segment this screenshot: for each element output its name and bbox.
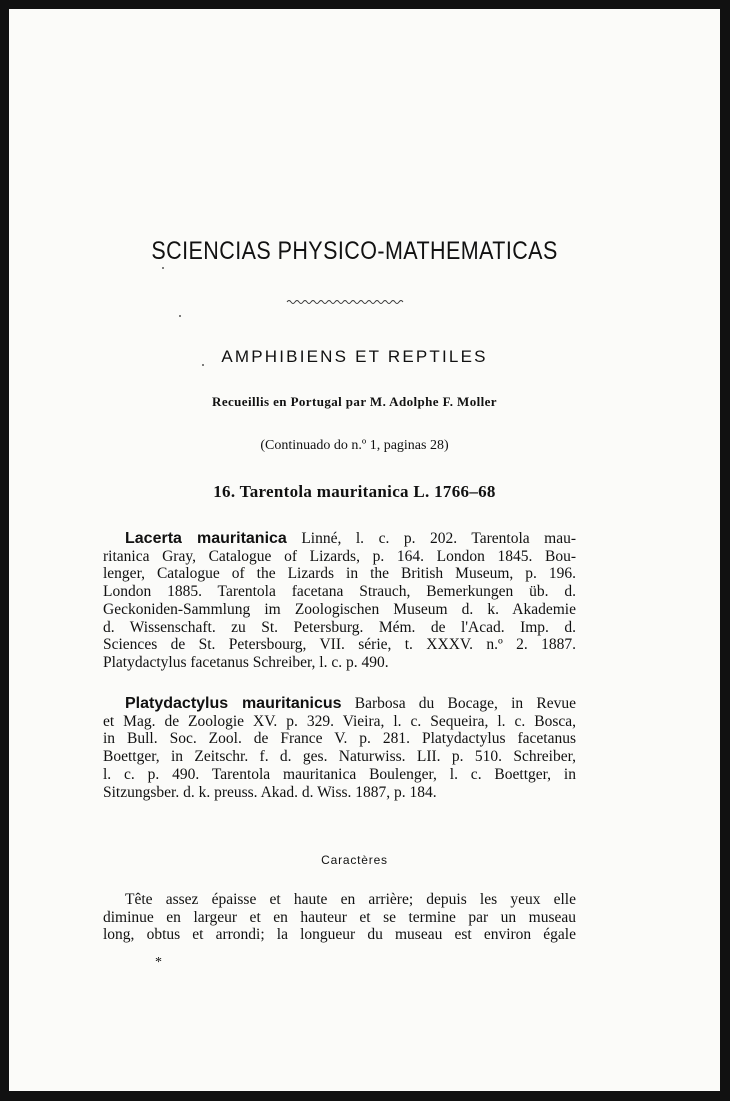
synonymy-paragraph-2 bbox=[103, 695, 576, 801]
text-line bbox=[103, 695, 576, 713]
footnote-mark: * bbox=[155, 955, 162, 970]
continuation-note: (Continuado do n.º 1, paginas 28) bbox=[260, 438, 449, 453]
text-line: London 1885. Tarentola facetana Strauch, Bemerkungen üb. d. bbox=[103, 583, 576, 601]
print-speck bbox=[179, 315, 181, 317]
text-line: Sitzungsber. d. k. preuss. Akad. d. Wiss. 1887, p. 184. bbox=[103, 783, 437, 801]
text-line bbox=[103, 530, 576, 548]
text-line-fragment: Barbosa du Bocage, in Revue bbox=[341, 695, 576, 712]
document-page bbox=[9, 9, 720, 1091]
characters-heading: Caractères bbox=[321, 853, 388, 867]
section-title: SCIENCIAS PHYSICO-MATHEMATICAS bbox=[151, 237, 558, 265]
characters-paragraph bbox=[103, 891, 576, 944]
text-line: Geckoniden-Sammlung im Zoologischen Museum d. k. Akademie bbox=[103, 600, 576, 618]
print-speck bbox=[202, 364, 204, 366]
taxon-name: Platydactylus mauritanicus bbox=[125, 695, 342, 712]
article-title: AMPHIBIENS ET REPTILES bbox=[221, 347, 488, 366]
scan-border-right bbox=[720, 0, 730, 1101]
species-heading: 16. Tarentola mauritanica L. 1766–68 bbox=[213, 482, 496, 501]
text-line-fragment: Linné, l. c. p. 202. Tarentola mau- bbox=[286, 530, 576, 547]
text-line: lenger, Catalogue of the Lizards in the British Museum, p. 196. bbox=[103, 565, 576, 583]
text-line: Tête assez épaisse et haute en arrière; depuis les yeux elle bbox=[125, 891, 576, 908]
text-line: Boettger, in Zeitschr. f. d. ges. Naturwiss. LII. p. 510. Schreiber, bbox=[103, 748, 576, 766]
text-line: l. c. p. 490. Tarentola mauritanica Boulenger, l. c. Boettger, in bbox=[103, 765, 576, 783]
scan-border-top bbox=[0, 0, 730, 9]
text-line: long, obtus et arrondi; la longueur du museau est environ égale bbox=[103, 926, 576, 944]
scan-border-left bbox=[0, 0, 9, 1101]
text-line: ritanica Gray, Catalogue of Lizards, p. 164. London 1845. Bou- bbox=[103, 547, 576, 565]
wavy-rule-ornament bbox=[285, 297, 405, 307]
text-line: Sciences de St. Petersbourg, VII. série, t. XXXV. n.º 2. 1887. bbox=[103, 636, 576, 654]
text-line: Platydactylus facetanus Schreiber, l. c. p. 490. bbox=[103, 653, 389, 671]
synonymy-paragraph-1 bbox=[103, 530, 576, 672]
scan-border-bottom bbox=[0, 1091, 730, 1101]
byline: Recueillis en Portugal par M. Adolphe F. Moller bbox=[212, 394, 497, 409]
text-line: d. Wissenschaft. zu St. Petersburg. Mém. de l'Acad. Imp. d. bbox=[103, 618, 576, 636]
print-speck bbox=[162, 267, 164, 269]
text-line: in Bull. Soc. Zool. de France V. p. 281. Platydactylus facetanus bbox=[103, 730, 576, 748]
text-line: et Mag. de Zoologie XV. p. 329. Vieira, l. c. Sequeira, l. c. Bosca, bbox=[103, 712, 576, 730]
taxon-name: Lacerta mauritanica bbox=[125, 530, 287, 547]
text-line: diminue en largeur et en hauteur et se termine par un museau bbox=[103, 908, 576, 926]
